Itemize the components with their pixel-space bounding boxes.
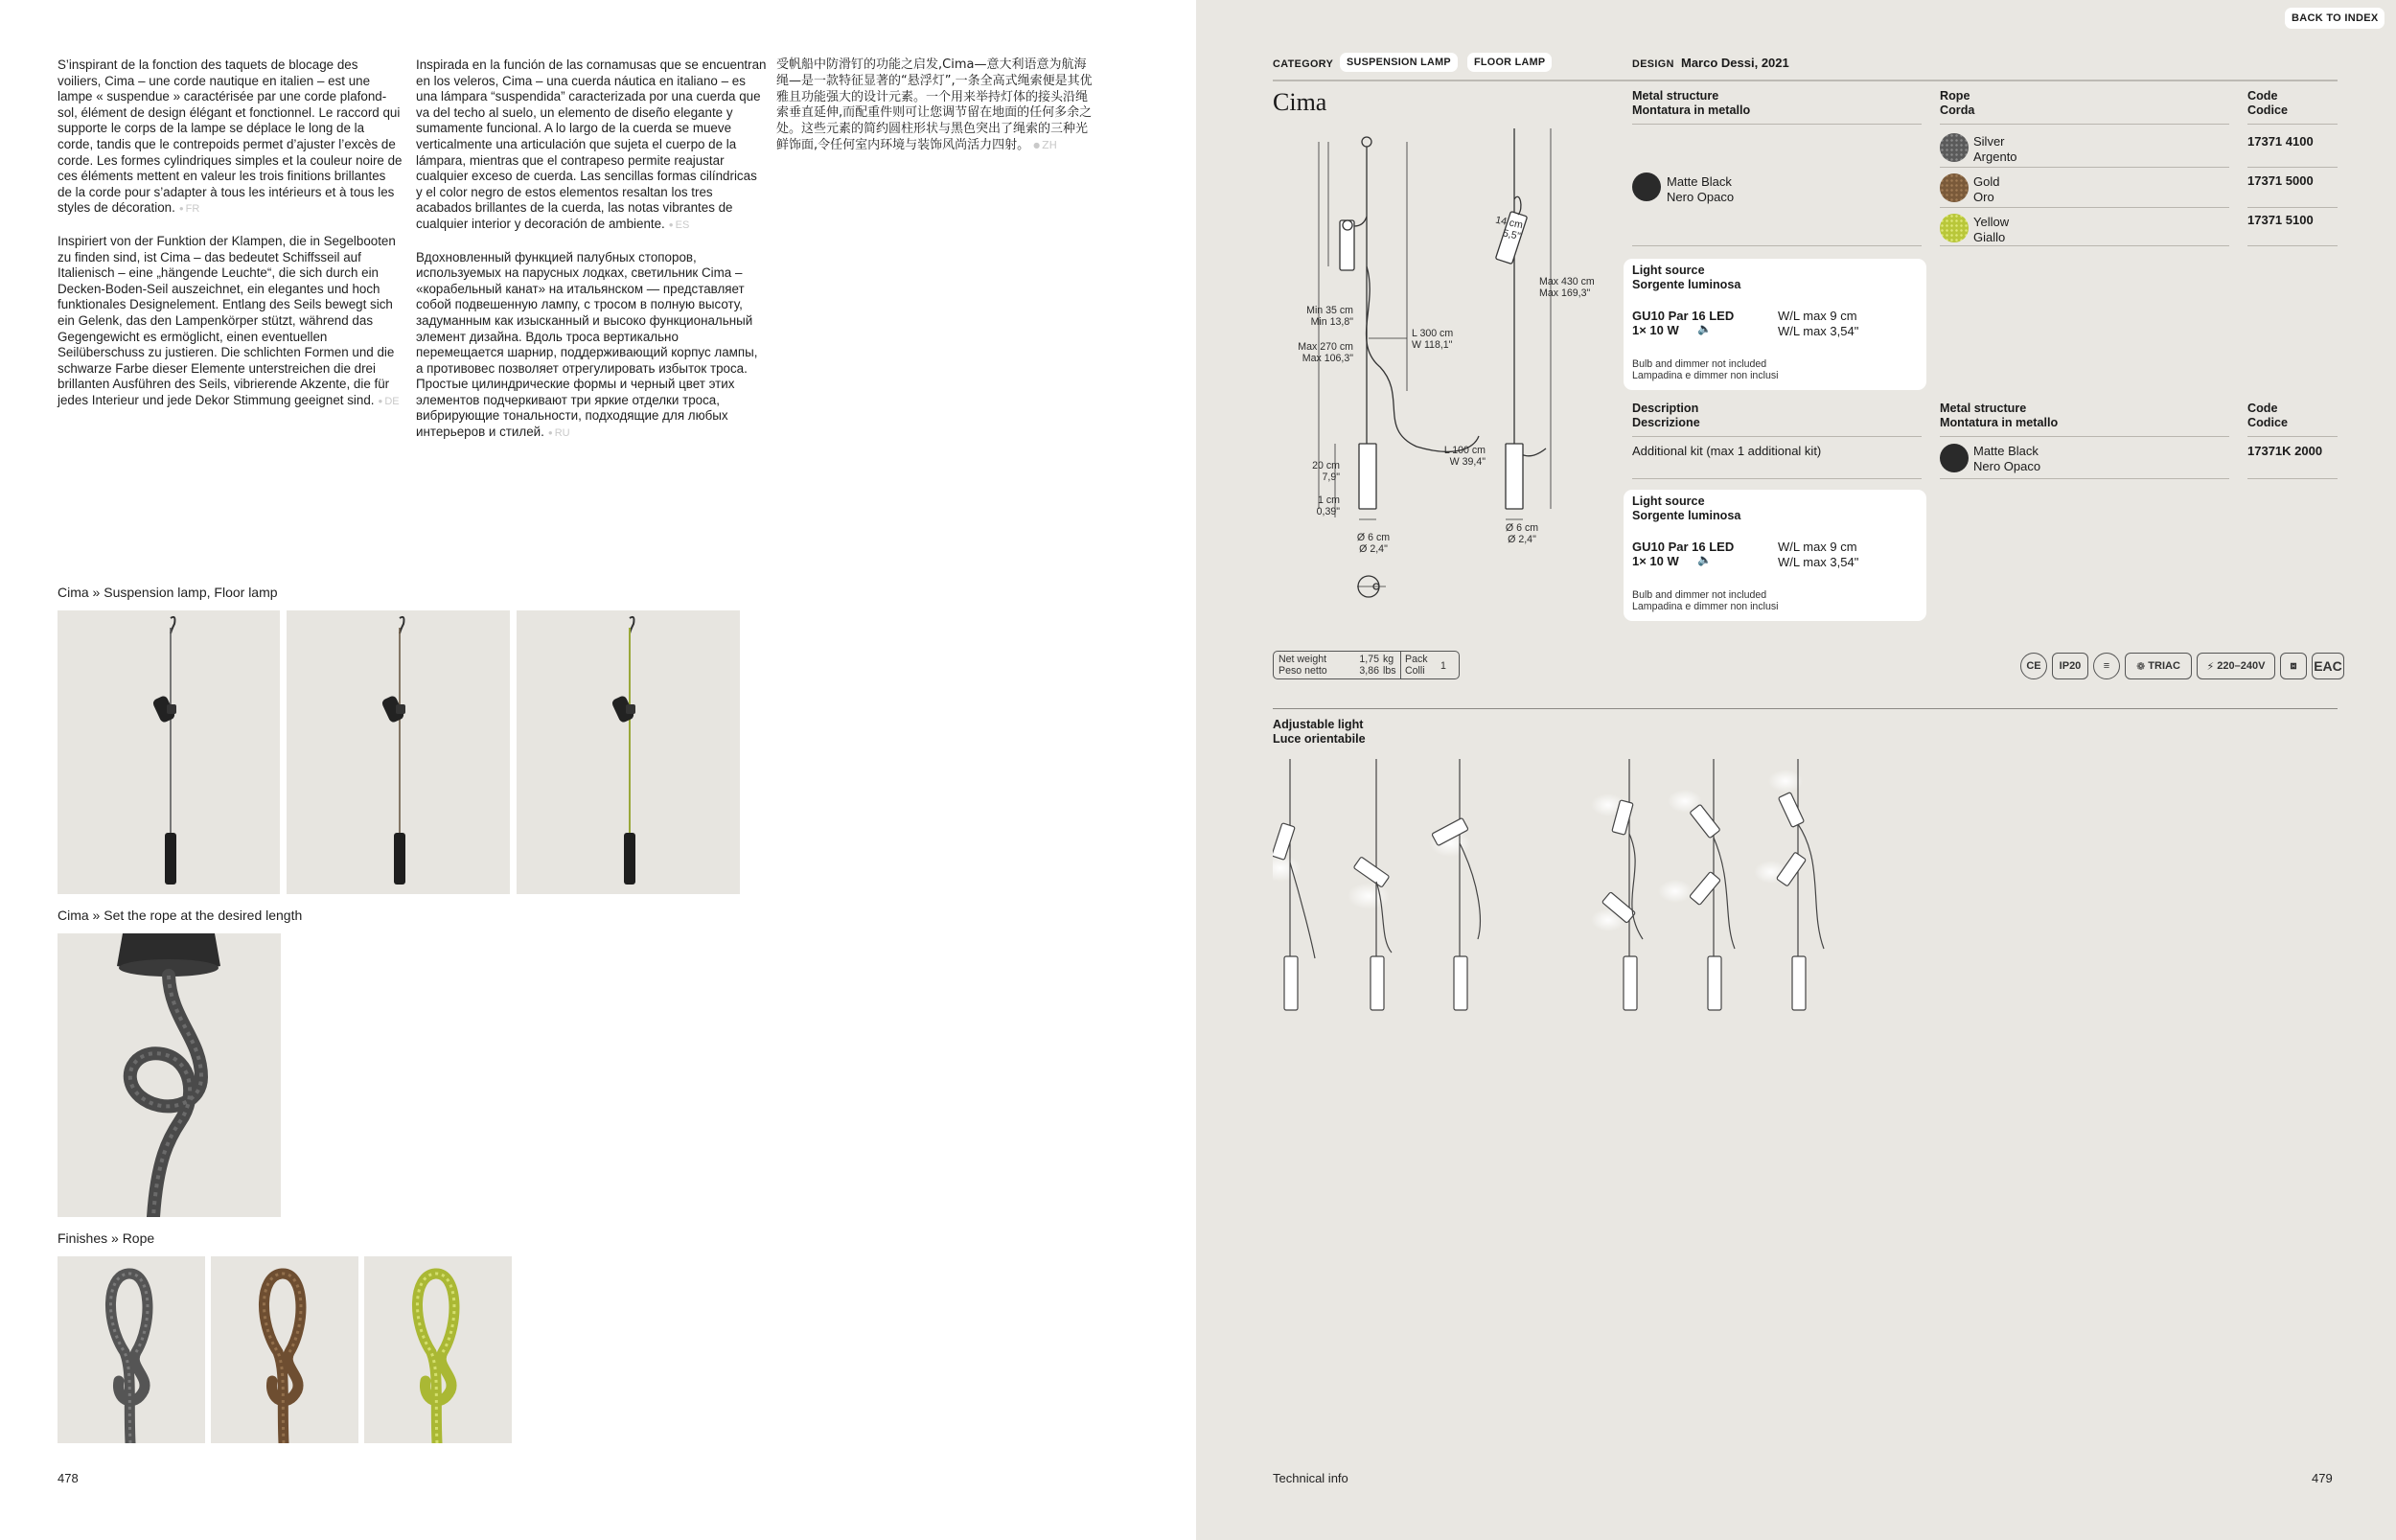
- ce-icon: CE: [2020, 653, 2047, 679]
- caption-rope-length: Cima » Set the rope at the desired length: [58, 908, 303, 923]
- suspension-drawing: [1319, 137, 1479, 597]
- light-source-card-1: [1624, 259, 1926, 390]
- swatch-rope-yellow: [1940, 214, 1969, 242]
- pack-value: 1: [1440, 660, 1446, 672]
- light-source-wattage-2: W/L max 9 cm W/L max 3,54": [1778, 540, 1859, 569]
- header-divider-right: [1632, 80, 2338, 81]
- triac-label: TRIAC: [2148, 660, 2180, 672]
- dim-diameter-suspension: Ø 6 cm Ø 2,4": [1356, 532, 1391, 555]
- light-source-card-2: [1624, 490, 1926, 621]
- rule: [1632, 436, 1922, 437]
- section-divider: [1273, 708, 2338, 709]
- text-fr: S’inspirant de la fonction des taquets de blocage des voiliers, Cima – une corde nautique en italien – est une lampe « suspendue » caractérisée par une corde plafond-sol, élément de design élégant et fonctionnel. Le raccord qui supporte le corps de la lampe se déplace le long de la corde, tandis que le contrepoids permet d’ajuster l’excès de corde. Les formes cylindriques simples et la couleur noire de ces éléments mettent en valeur les trois finitions brillantes de la corde pour s’adapter à tous les intérieurs et à tous les styles de décoration.● FR: [58, 57, 403, 218]
- header-code: Code Codice: [2247, 89, 2288, 117]
- light-source-type-2: GU10 Par 16 LED 1× 10 W: [1632, 540, 1735, 568]
- header-rope: Rope Corda: [1940, 89, 1975, 117]
- lamp-yellow-illustration: [517, 610, 740, 894]
- caption-finishes: Finishes » Rope: [58, 1230, 155, 1246]
- rule: [1632, 478, 1922, 479]
- additional-kit-description: Additional kit (max 1 additional kit): [1632, 444, 1822, 458]
- dim-length-300: L 300 cm W 118,1": [1412, 328, 1454, 351]
- voltage-label: 220–240V: [2217, 660, 2266, 672]
- ceiling-mount-icon: ≡: [2093, 653, 2120, 679]
- net-weight-label: Net weight Peso netto: [1279, 654, 1327, 678]
- weight-divider: [1400, 652, 1401, 678]
- category-label: CATEGORY: [1273, 58, 1334, 70]
- adjustable-lamp-3: [1429, 759, 1480, 1010]
- lamp-silver-illustration: [58, 610, 280, 894]
- code-yellow: 17371 5100: [2247, 213, 2314, 227]
- code-silver: 17371 4100: [2247, 134, 2314, 149]
- lamp-gold-illustration: [287, 610, 510, 894]
- swatch-rope-gold: [1940, 173, 1969, 202]
- finish-rope-gold: [211, 1256, 358, 1443]
- finish-rope-yellow: [364, 1256, 512, 1443]
- swatch-rope-silver: [1940, 133, 1969, 162]
- rope-yellow-illustration: [364, 1256, 512, 1443]
- design-value: Marco Dessi, 2021: [1681, 56, 1789, 70]
- dim-max-suspension: Max 270 cm Max 106,3": [1298, 341, 1353, 364]
- rule: [1632, 124, 1922, 125]
- light-source-type-1: GU10 Par 16 LED 1× 10 W: [1632, 309, 1735, 337]
- rule: [2247, 436, 2338, 437]
- dim-body-20: 20 cm 7,9": [1312, 460, 1340, 483]
- rope-knot-illustration: [58, 933, 281, 1217]
- photo-lamp-silver: [58, 610, 280, 894]
- net-weight-unit: kg lbs: [1383, 654, 1396, 678]
- rule: [2247, 245, 2338, 246]
- text-column-2: [416, 57, 767, 458]
- rule: [1632, 245, 1922, 246]
- caption-lamps: Cima » Suspension lamp, Floor lamp: [58, 585, 278, 600]
- adjustable-lamp-4: [1591, 759, 1643, 1010]
- light-source-title-2: Light source Sorgente luminosa: [1632, 494, 1741, 522]
- adjustable-light-title: Adjustable light Luce orientabile: [1273, 718, 1366, 746]
- weight-box: [1273, 651, 1460, 679]
- left-page: [0, 0, 1196, 1540]
- rule: [2247, 167, 2338, 168]
- right-page: [1196, 0, 2396, 1540]
- category-floor-lamp: FLOOR LAMP: [1467, 53, 1552, 72]
- header-metal-structure: Metal structure Montatura in metallo: [1632, 89, 1751, 117]
- swatch-matte-black: [1632, 172, 1661, 201]
- dim-diameter-floor: Ø 6 cm Ø 2,4": [1505, 522, 1539, 545]
- voltage-icon: [2197, 653, 2275, 679]
- dim-min: Min 35 cm Min 13,8": [1306, 305, 1353, 328]
- finish-rope-silver: [58, 1256, 205, 1443]
- photo-rope-knot: [58, 933, 281, 1217]
- dim-base-1: 1 cm 0,39": [1316, 494, 1340, 517]
- back-to-index-link[interactable]: BACK TO INDEX: [2285, 8, 2384, 29]
- rule: [1940, 245, 2229, 246]
- rope-silver-illustration: [58, 1256, 205, 1443]
- bolt-icon: ⚡: [2206, 660, 2215, 673]
- ip20-icon: IP20: [2052, 653, 2088, 679]
- rule: [1940, 167, 2229, 168]
- text-de: Inspiriert von der Funktion der Klampen, die in Segelbooten zu finden sind, ist Cima – das bedeutet Schiffsseil auf Italienisch – eine „hängende Leuchte“, die sich durch ein Decken-Boden-Seil auszeichnet, ein elegantes und hoch funktionales Designelement. Entlang des Seils bewegt sich ein Gelenk, das den Lampenkörper stützt, während das Gegengewicht es ermöglicht, einen eventuellen Seilüberschuss zu justieren. Die schlichten Formen und die schwarze Farbe dieser Elemente unterstreichen die drei brillanten Ausführen des Seils, vibrierende Akzente, die für jedes Interieur und jede Dekor Stimmung geeignet sind.● DE: [58, 234, 403, 410]
- rule: [1940, 207, 2229, 208]
- rule: [2247, 478, 2338, 479]
- adjustable-lamp-6: [1754, 759, 1824, 1010]
- class-ii-icon: ⧈: [2280, 653, 2307, 679]
- rule: [1940, 436, 2229, 437]
- header-code-2: Code Codice: [2247, 402, 2288, 429]
- rule: [1940, 478, 2229, 479]
- dimmable-icon: 🔈: [1697, 553, 1712, 566]
- design-label: DESIGN: [1632, 58, 1674, 70]
- rule: [2247, 124, 2338, 125]
- light-source-note-1: Bulb and dimmer not included Lampadina e dimmer non inclusi: [1632, 358, 1779, 382]
- adjustable-lamp-1: [1273, 759, 1315, 1010]
- page-number-right: 479: [2312, 1471, 2333, 1485]
- photo-lamp-yellow: [517, 610, 740, 894]
- code-additional-kit: 17371K 2000: [2247, 444, 2323, 458]
- page-number-left: 478: [58, 1471, 79, 1485]
- category-suspension-lamp: SUSPENSION LAMP: [1340, 53, 1458, 72]
- light-source-wattage-1: W/L max 9 cm W/L max 3,54": [1778, 309, 1859, 338]
- adjustable-light-illustrations: [1273, 747, 1867, 1016]
- rope-silver-label: Silver Argento: [1973, 134, 2017, 164]
- rule: [2247, 207, 2338, 208]
- text-zh: 受帆船中防滑钉的功能之启发,Cima—意大利语意为航海绳—是一款特征显著的“悬浮灯”,一条全高式绳索便是其优雅且功能强大的设计元素。一个用来举持灯体的接头沿绳索垂直延伸,而配重件则可让您调节留在地面的任何多余之处。这些元素的简约圆柱形状与黑色突出了绳索的三种光鲜饰面,令任何室内环境与装饰风尚活力四射。● ZH: [776, 57, 1094, 154]
- text-column-1: [58, 57, 403, 425]
- adjustable-lamp-5: [1658, 759, 1735, 1010]
- swatch-matte-black-2: [1940, 444, 1969, 472]
- footer-technical-info: Technical info: [1273, 1471, 1348, 1485]
- header-description: Description Descrizione: [1632, 402, 1700, 429]
- light-source-title-1: Light source Sorgente luminosa: [1632, 264, 1741, 291]
- net-weight-value: 1,75 3,86: [1359, 654, 1379, 678]
- dim-max-floor: Max 430 cm Max 169,3": [1539, 276, 1595, 299]
- rope-yellow-label: Yellow Giallo: [1973, 215, 2010, 244]
- adjustable-lamp-2: [1348, 759, 1392, 1010]
- header-metal-structure-2: Metal structure Montatura in metallo: [1940, 402, 2059, 429]
- metal-finish-2: Matte Black Nero Opaco: [1973, 444, 2041, 473]
- rope-gold-illustration: [211, 1256, 358, 1443]
- text-es: Inspirada en la función de las cornamusas que se encuentran en los veleros, Cima – una cuerda náutica en italiano – es una lámpara “suspendida” caracterizada por una cuerda que va del techo al suelo, un elemento de diseño elegante y sumamente funcional. A lo largo de la cuerda se mueve verticalmente una articulación que sujeta el cuerpo de la lámpara, mientras que el contrapeso permite reajustar cualquier exceso de cuerda. Las sencillas formas cilíndricas y el color negro de estos elementos resaltan los tres acabados brillantes de la cuerda, las notas vibrantes de cualquier interior y decoración de ambiente.● ES: [416, 57, 767, 234]
- floor-drawing: [1495, 128, 1551, 519]
- rule: [1940, 124, 2229, 125]
- photo-lamp-gold: [287, 610, 510, 894]
- product-name: Cima: [1273, 88, 1327, 116]
- code-gold: 17371 5000: [2247, 173, 2314, 188]
- triac-glyph-icon: ❁: [2136, 660, 2146, 673]
- triac-dimmer-icon: [2125, 653, 2192, 679]
- eac-icon: EAC: [2312, 653, 2344, 679]
- dimmable-icon: 🔈: [1697, 322, 1712, 335]
- pack-label: Pack Colli: [1405, 654, 1428, 678]
- text-ru: Вдохновленный функцией палубных стопоров, используемых на парусных лодках, светильник Cima – «корабельный канат» на итальянском — представляет собой подвешенную лампу, с тросом в полную высоту, задуманным как изысканный и высоко функциональный элемент дизайна. Вдоль троса вертикально перемещается шарнир, поддерживающий корпус лампы, а противовес позволяет отрегулировать избыток троса. Простые цилиндрические формы и черный цвет этих элементов подчеркивают три яркие отделки троса, вибрирующие тональности, подходящие для любых интерьеров и стилей.● RU: [416, 250, 767, 442]
- dim-head-14: 14 cm 5,5": [1494, 214, 1525, 242]
- light-source-note-2: Bulb and dimmer not included Lampadina e dimmer non inclusi: [1632, 589, 1779, 613]
- rope-gold-label: Gold Oro: [1973, 174, 2000, 204]
- metal-finish: Matte Black Nero Opaco: [1667, 174, 1735, 204]
- text-column-3: [776, 57, 1094, 171]
- dim-length-100: L 100 cm W 39,4": [1443, 445, 1486, 468]
- technical-drawing: [1273, 123, 1627, 621]
